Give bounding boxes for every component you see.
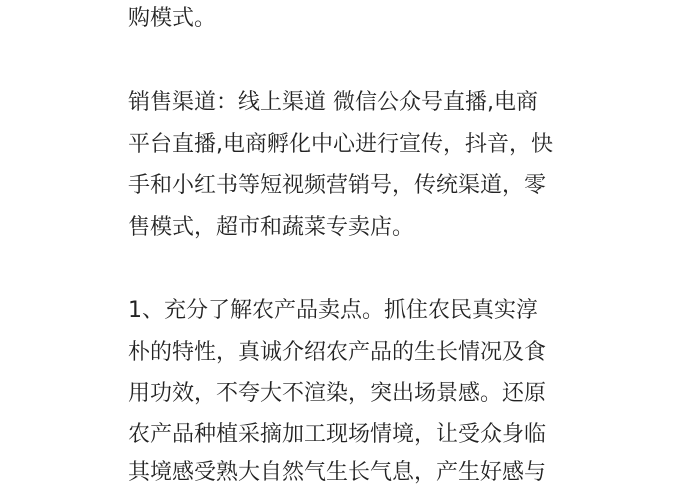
text-line: 购模式。 [128,6,217,31]
text-line: 销售渠道：线上渠道 微信公众号直播,电商 [128,90,538,115]
text-line: 用功效，不夸大不渲染，突出场景感。还原 [128,381,547,406]
text-line: 朴的特性，真诚介绍农产品的生长情况及食 [128,340,547,365]
text-line: 平台直播,电商孵化中心进行宣传，抖音，快 [128,132,553,157]
text-line: 农产品种植采摘加工现场情境，让受众身临 [128,422,547,447]
text-line: 手和小红书等短视频营销号，传统渠道，零 [128,173,547,198]
text-line: 1、充分了解农产品卖点。抓住农民真实淳 [128,298,538,323]
text-line: 其境感受熟大自然气生长气息，产生好感与 [128,460,547,485]
text-line: 售模式，超市和蔬菜专卖店。 [128,215,415,240]
